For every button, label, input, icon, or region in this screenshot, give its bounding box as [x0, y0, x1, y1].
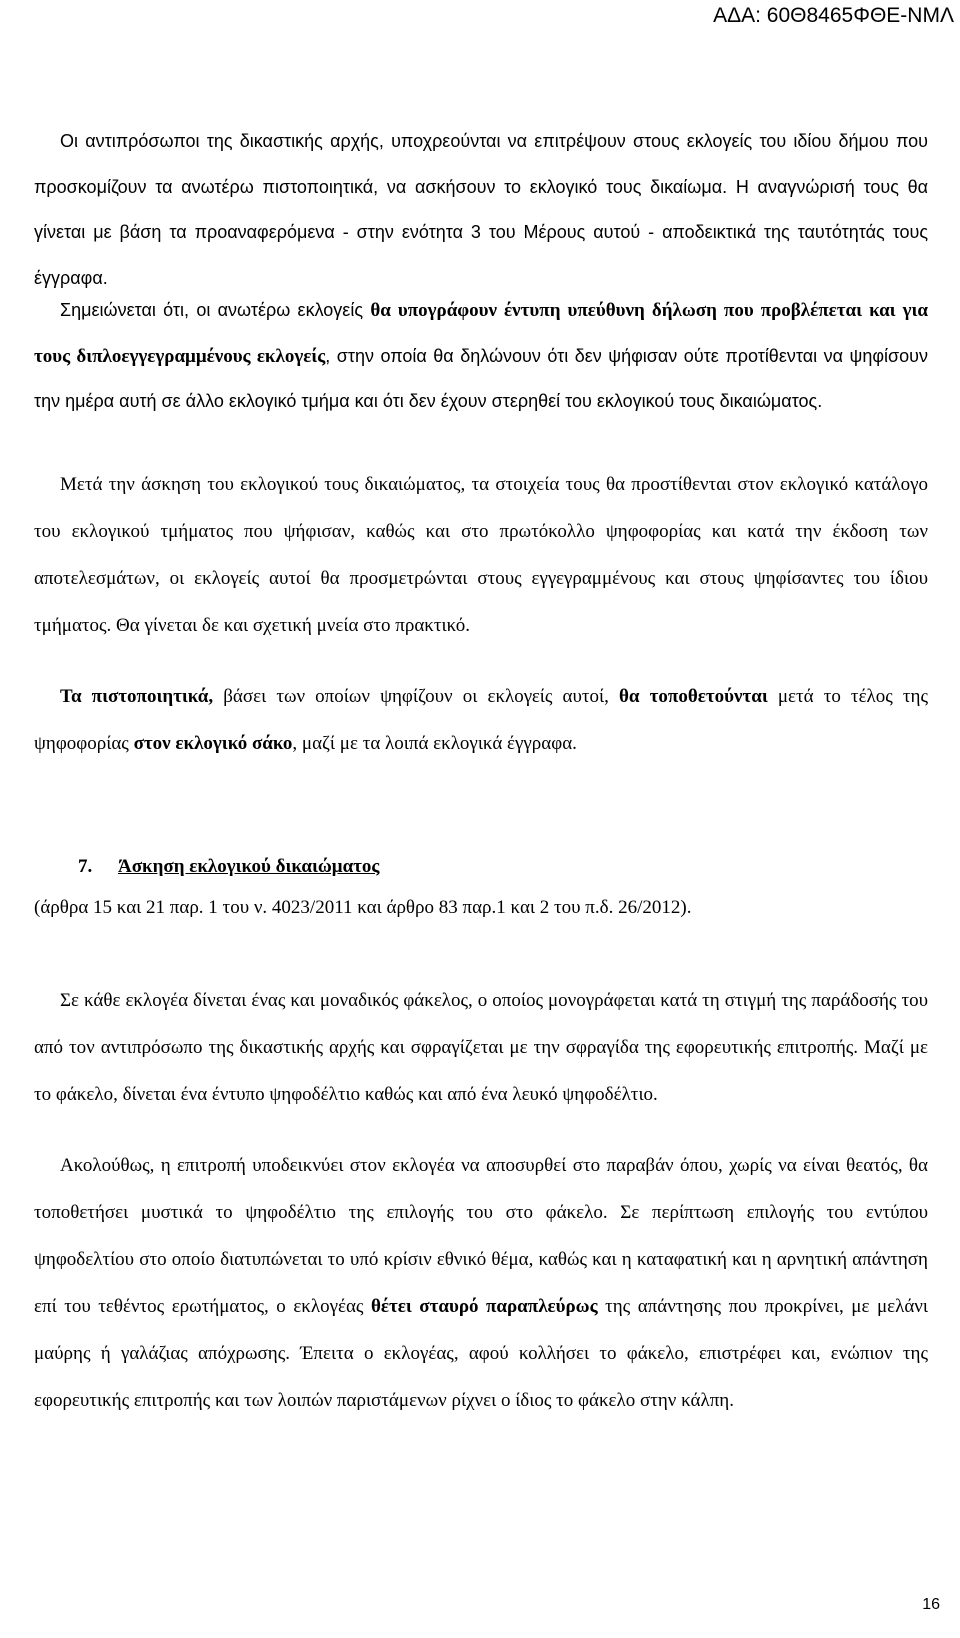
- paragraph-after-voting: [34, 461, 928, 649]
- paragraph-certificates: [34, 673, 928, 767]
- paragraph-text-bold-2: θα τοποθετούνται: [619, 686, 768, 707]
- ada-code: ΑΔΑ: 60Θ8465ΦΘΕ-ΝΜΛ: [713, 4, 954, 27]
- paragraph-text-post: της απάντησης που προκρίνει, με μελάνι μαύρης ή γαλάζιας απόχρωσης. Έπειτα ο εκλογέας, αφού κολλήσει το φάκελο, επιστρέφει και, ενώπιον της εφορευτικής επιτροπής και των λοιπών παριστάμενων ρίχνει ο ίδιος το φάκελο στην κάλπη.: [34, 1296, 929, 1411]
- section-heading: [78, 852, 379, 882]
- paragraph-text-pre: Ακολούθως, η επιτροπή υποδεικνύει στον εκλογέα να αποσυρθεί στο παραβάν όπου, χωρίς να είναι θεατός, θα τοποθετήσει μυστικά το ψηφοδέλτιο της επιλογής του στο φάκελο. Σε περίπτωση επιλογής του εντύπου ψηφοδελτίου στο οποίο διατυπώνεται το υπό κρίσιν εθνικό θέμα, καθώς και η καταφατική και η αρνητική απάντηση επί του τεθέντος ερωτήματος, ο εκλογέας: [34, 1155, 928, 1317]
- paragraph-declaration: [34, 288, 928, 425]
- paragraph-text: Οι αντιπρόσωποι της δικαστικής αρχής, υποχρεούνται να επιτρέψουν στους εκλογείς του ιδίου δήμου που προσκομίζουν τα ανωτέρω πιστοποιητικά, να ασκήσουν το εκλογικό τους δικαίωμα. Η αναγνώρισή τους θα γίνεται με βάση τα προαναφερόμενα - στην ενότητα 3 του Μέρους αυτού - αποδεικτικά της ταυτότητάς τους έγγραφα.: [34, 131, 928, 288]
- paragraph-text: Σε κάθε εκλογέα δίνεται ένας και μοναδικός φάκελος, ο οποίος μονογράφεται κατά τη στιγμή της παράδοσής του από τον αντιπρόσωπο της δικαστικής αρχής και σφραγίζεται με την σφραγίδα της εφορευτικής επιτροπής. Μαζί με το φάκελο, δίνεται ένα έντυπο ψηφοδέλτιο καθώς και από ένα λευκό ψηφοδέλτιο.: [34, 990, 928, 1105]
- paragraph-representatives: [34, 119, 928, 301]
- paragraph-voting-booth: [34, 1142, 928, 1424]
- paragraph-text-pre: Σημειώνεται ότι, οι ανωτέρω εκλογείς: [60, 300, 371, 320]
- paragraph-text-bold: θα υπογράφουν έντυπη υπεύθυνη δήλωση που προβλέπεται και για τους διπλοεγγεγραμμένους εκλογείς: [34, 300, 928, 367]
- paragraph-text-bold-3: στον εκλογικό σάκο: [133, 733, 293, 754]
- paragraph-text: Μετά την άσκηση του εκλογικού τους δικαιώματος, τα στοιχεία τους θα προστίθενται στον εκλογικό κατάλογο του εκλογικού τμήματος που ψήφισαν, καθώς και στο πρωτόκολλο ψηφοφορίας και κατά την έκδοση των αποτελεσμάτων, οι εκλογείς αυτοί θα προσμετρώνται στους εγγεγραμμένους και στους ψηφίσαντες του ίδιου τμήματος. Θα γίνεται δε και σχετική μνεία στο πρακτικό.: [34, 474, 928, 636]
- section-number: 7.: [78, 856, 93, 877]
- section-title: Άσκηση εκλογικού δικαιώματος: [118, 856, 380, 877]
- paragraph-text-bold: θέτει σταυρό παραπλεύρως: [370, 1296, 598, 1317]
- paragraph-text-mid-2: μετά το τέλος της ψηφοφορίας: [34, 686, 928, 754]
- paragraph-text-mid: βάσει των οποίων ψηφίζουν οι εκλογείς αυτοί,: [213, 686, 620, 707]
- paragraph-envelope: [34, 977, 928, 1118]
- page-number: 16: [922, 1596, 940, 1613]
- section-legal-reference: (άρθρα 15 και 21 παρ. 1 του ν. 4023/2011 και άρθρο 83 παρ.1 και 2 του π.δ. 26/2012).: [34, 897, 692, 918]
- paragraph-text-post: , στην οποία θα δηλώνουν ότι δεν ψήφισαν ούτε προτίθενται να ψηφίσουν την ημέρα αυτή σε άλλο εκλογικό τμήμα και ότι δεν έχουν στερηθεί του εκλογικού τους δικαιώματος.: [34, 345, 928, 411]
- paragraph-text-post: , μαζί με τα λοιπά εκλογικά έγγραφα.: [292, 733, 577, 754]
- paragraph-text-bold-1: Τα πιστοποιητικά,: [60, 686, 214, 707]
